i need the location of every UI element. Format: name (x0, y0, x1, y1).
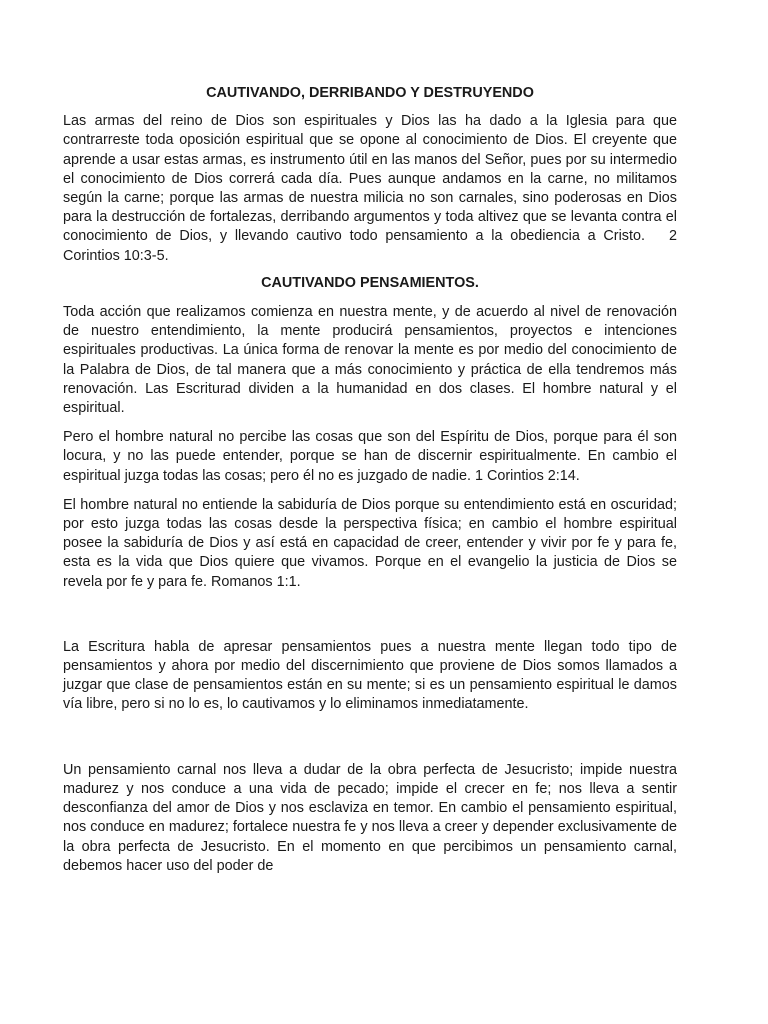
paragraph: El hombre natural no entiende la sabiduría de Dios porque su entendimiento está en oscuridad; por esto juzga todas las cosas desde la perspectiva física; en cambio el hombre espiritual posee la sabiduría de Dios y así está en capacidad de creer, entender y vivir por fe y para fe, esta es la vida que Dios quiere que vivamos. Porque en el evangelio la justicia de Dios se revela por fe y para fe. Romanos 1:1. (63, 496, 677, 590)
document-title: CAUTIVANDO, DERRIBANDO Y DESTRUYENDO (206, 85, 534, 101)
document-page (63, 84, 677, 876)
intro-paragraph (63, 112, 677, 266)
paragraph: Toda acción que realizamos comienza en nuestra mente, y de acuerdo al nivel de renovación de nuestro entendimiento, la mente producirá pensamientos, proyectos e intenciones espirituales productivas. La única forma de renovar la mente es por medio del conocimiento de la Palabra de Dios, de tal manera que a más conocimiento y práctica de ella tendremos más renovación. Las Escriturad dividen a la humanidad en dos clases. El hombre natural y el espiritual. (63, 304, 677, 417)
paragraph: Un pensamiento carnal nos lleva a dudar de la obra perfecta de Jesucristo; impide nuestra madurez y nos conduce a una vida de pecado; impide el crecer en fe; nos lleva a sentir desconfianza del amor de Dios y nos esclaviza en temor. En cambio el pensamiento espiritual, nos conduce en madurez; fortalece nuestra fe y nos lleva a creer y depender exclusivamente de la obra perfecta de Jesucristo. En el momento en que percibimos un pensamiento carnal, debemos hacer uso del poder de (63, 761, 677, 874)
section-title: CAUTIVANDO PENSAMIENTOS. (261, 274, 479, 291)
paragraph: La Escritura habla de apresar pensamientos pues a nuestra mente llegan todo tipo de pensamientos y ahora por medio del discernimiento que proviene de Dios somos llamados a juzgar que clase de pensamientos están en su mente; si es un pensamiento espiritual le damos vía libre, pero si no lo es, lo cautivamos y lo eliminamos inmediatamente. (63, 638, 677, 713)
intro-text: Las armas del reino de Dios son espirituales y Dios las ha dado a la Iglesia para que contrarreste toda oposición espiritual que se opone al conocimiento de Dios. El creyente que aprende a usar estas armas, es instrumento útil en las manos del Señor, pues por su intermedio el conocimiento de Dios correrá cada día. Pues aunque andamos en la carne, no militamos según la carne; porque las armas de nuestra milicia no son carnales, sino poderosas en Dios para la destrucción de fortalezas, derribando argumentos y toda altivez que se levanta contra el conocimiento de Dios, y llevando cautivo todo pensamiento a la obediencia a Cristo. (63, 113, 677, 245)
intro-reference: 2 Corintios 10:3-5. (63, 228, 677, 264)
paragraph: Pero el hombre natural no percibe las cosas que son del Espíritu de Dios, porque para él son locura, y no las puede entender, porque se han de discernir espiritualmente. En cambio el espiritual juzga todas las cosas; pero él no es juzgado de nadie. 1 Corintios 2:14. (63, 429, 677, 484)
